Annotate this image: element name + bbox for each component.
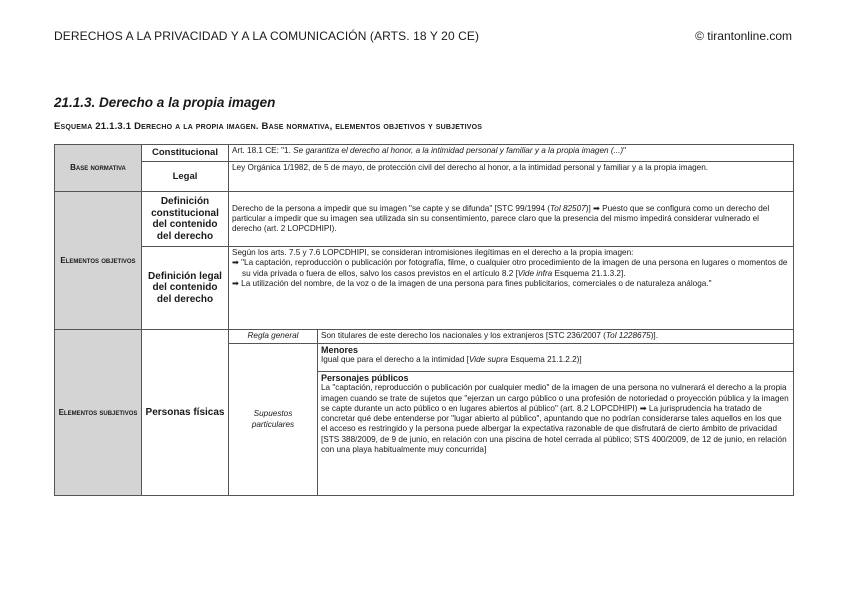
definicion-legal-label: Definición legal del contenido del derecho bbox=[142, 247, 229, 330]
personas-fisicas-label: Personas físicas bbox=[142, 330, 229, 496]
menores-title: Menores bbox=[321, 345, 359, 355]
intromisiones-list bbox=[232, 258, 790, 289]
constitucional-label: Constitucional bbox=[142, 145, 229, 162]
list-item: ➡ La utilización del nombre, de la voz o de la imagen de una persona para fines publicitarios, comerciales o de naturaleza análoga." bbox=[232, 278, 712, 288]
definicion-constitucional-text: Derecho de la persona a impedir que su imagen "se capte y se difunda" [STC 99/1994 (Tol 82507)] ➡ Puesto que se configura como un derecho del particular a impedir que su imagen sea utilizada sin su consentimiento, parece claro que la presencia del mismo impedirá considerar vulnerado el derecho (art. 2 LOPCDHIPI). bbox=[229, 192, 794, 247]
running-header-title: DERECHOS A LA PRIVACIDAD Y A LA COMUNICACIÓN (ARTS. 18 Y 20 CE) bbox=[54, 29, 480, 43]
base-normativa-label: Base normativa bbox=[55, 145, 142, 192]
personajes-publicos-cell bbox=[318, 372, 794, 496]
definicion-constitucional-label: Definición constitucional del contenido del derecho bbox=[142, 192, 229, 247]
definicion-legal-text: Según los arts. 7.5 y 7.6 LOPCDHIPI, se consideran intromisiones ilegítimas en el derecho a la propia imagen: ➡ "La captación, reproducción o publicación por fotografía, filme, o cualquier otro procedimiento de la imagen de una persona en lugares o momentos de su vida privada o fuera de ellos, salvo los casos previstos en el artículo 8.2 [Vide infra Esquema 21.1.3.2]. ➡ La utilización del nombre, de la voz o de la imagen de una persona para fines publicitarios, comerciales o de naturaleza análoga." bbox=[229, 247, 794, 330]
constitucional-text: Art. 18.1 CE: "1. Se garantiza el derecho al honor, a la intimidad personal y familiar y a la propia imagen (...)" bbox=[229, 145, 794, 162]
legal-text: Ley Orgánica 1/1982, de 5 de mayo, de protección civil del derecho al honor, a la intimidad personal y familiar y a la propia imagen. bbox=[229, 162, 794, 192]
legal-label: Legal bbox=[142, 162, 229, 192]
scheme-title: Esquema 21.1.3.1 Derecho a la propia imagen. Base normativa, elementos objetivos y subjetivos bbox=[54, 121, 483, 132]
personajes-publicos-text: La "captación, reproducción o publicación por cualquier medio" de la imagen de una persona no vulnerará el derecho a la propia imagen cuando se trate de sujetos que "ejerzan un cargo público o una profesión de notoriedad o proyección pública y la imagen se capte durante un acto público o en lugares abiertos al público" (art. 8.2 LOPCDHIPI) ➡ La jurisprudencia ha tratado de concretar qué debe entenderse por "lugar abierto al público", apuntando que no podrían considerarse tales aquellos en los que el acceso es restringido y la persona puede albergar la expectativa razonable de que disfrutará de cierto ámbito de privacidad [STS 388/2009, de 9 de junio, en relación con una piscina de hotel cerrada al público; STS 400/2009, de 12 de junio, en relación con una playa habitualmente muy concurrida] bbox=[321, 383, 789, 455]
regla-general-label: Regla general bbox=[229, 330, 318, 344]
supuestos-particulares-label: Supuestos particulares bbox=[229, 344, 318, 496]
elementos-subjetivos-label: Elementos subjetivos bbox=[55, 330, 142, 496]
scheme-table bbox=[54, 144, 794, 496]
regla-general-text: Son titulares de este derecho los nacionales y los extranjeros [STC 236/2007 (Tol 1228675)]. bbox=[318, 330, 794, 344]
section-title: 21.1.3. Derecho a la propia imagen bbox=[54, 95, 276, 110]
list-item: ➡ "La captación, reproducción o publicación por fotografía, filme, o cualquier otro procedimiento de la imagen de una persona en lugares o momentos de su vida privada o fuera de ellos, salvo los casos previstos en el artículo 8.2 [Vide infra Esquema 21.1.3.2]. bbox=[232, 258, 788, 278]
personajes-publicos-title: Personajes públicos bbox=[321, 373, 409, 383]
elementos-objetivos-label: Elementos objetivos bbox=[55, 192, 142, 330]
menores-cell: Menores Igual que para el derecho a la intimidad [Vide supra Esquema 21.1.2.2)] bbox=[318, 344, 794, 372]
copyright-brand: © tirantonline.com bbox=[695, 29, 792, 43]
